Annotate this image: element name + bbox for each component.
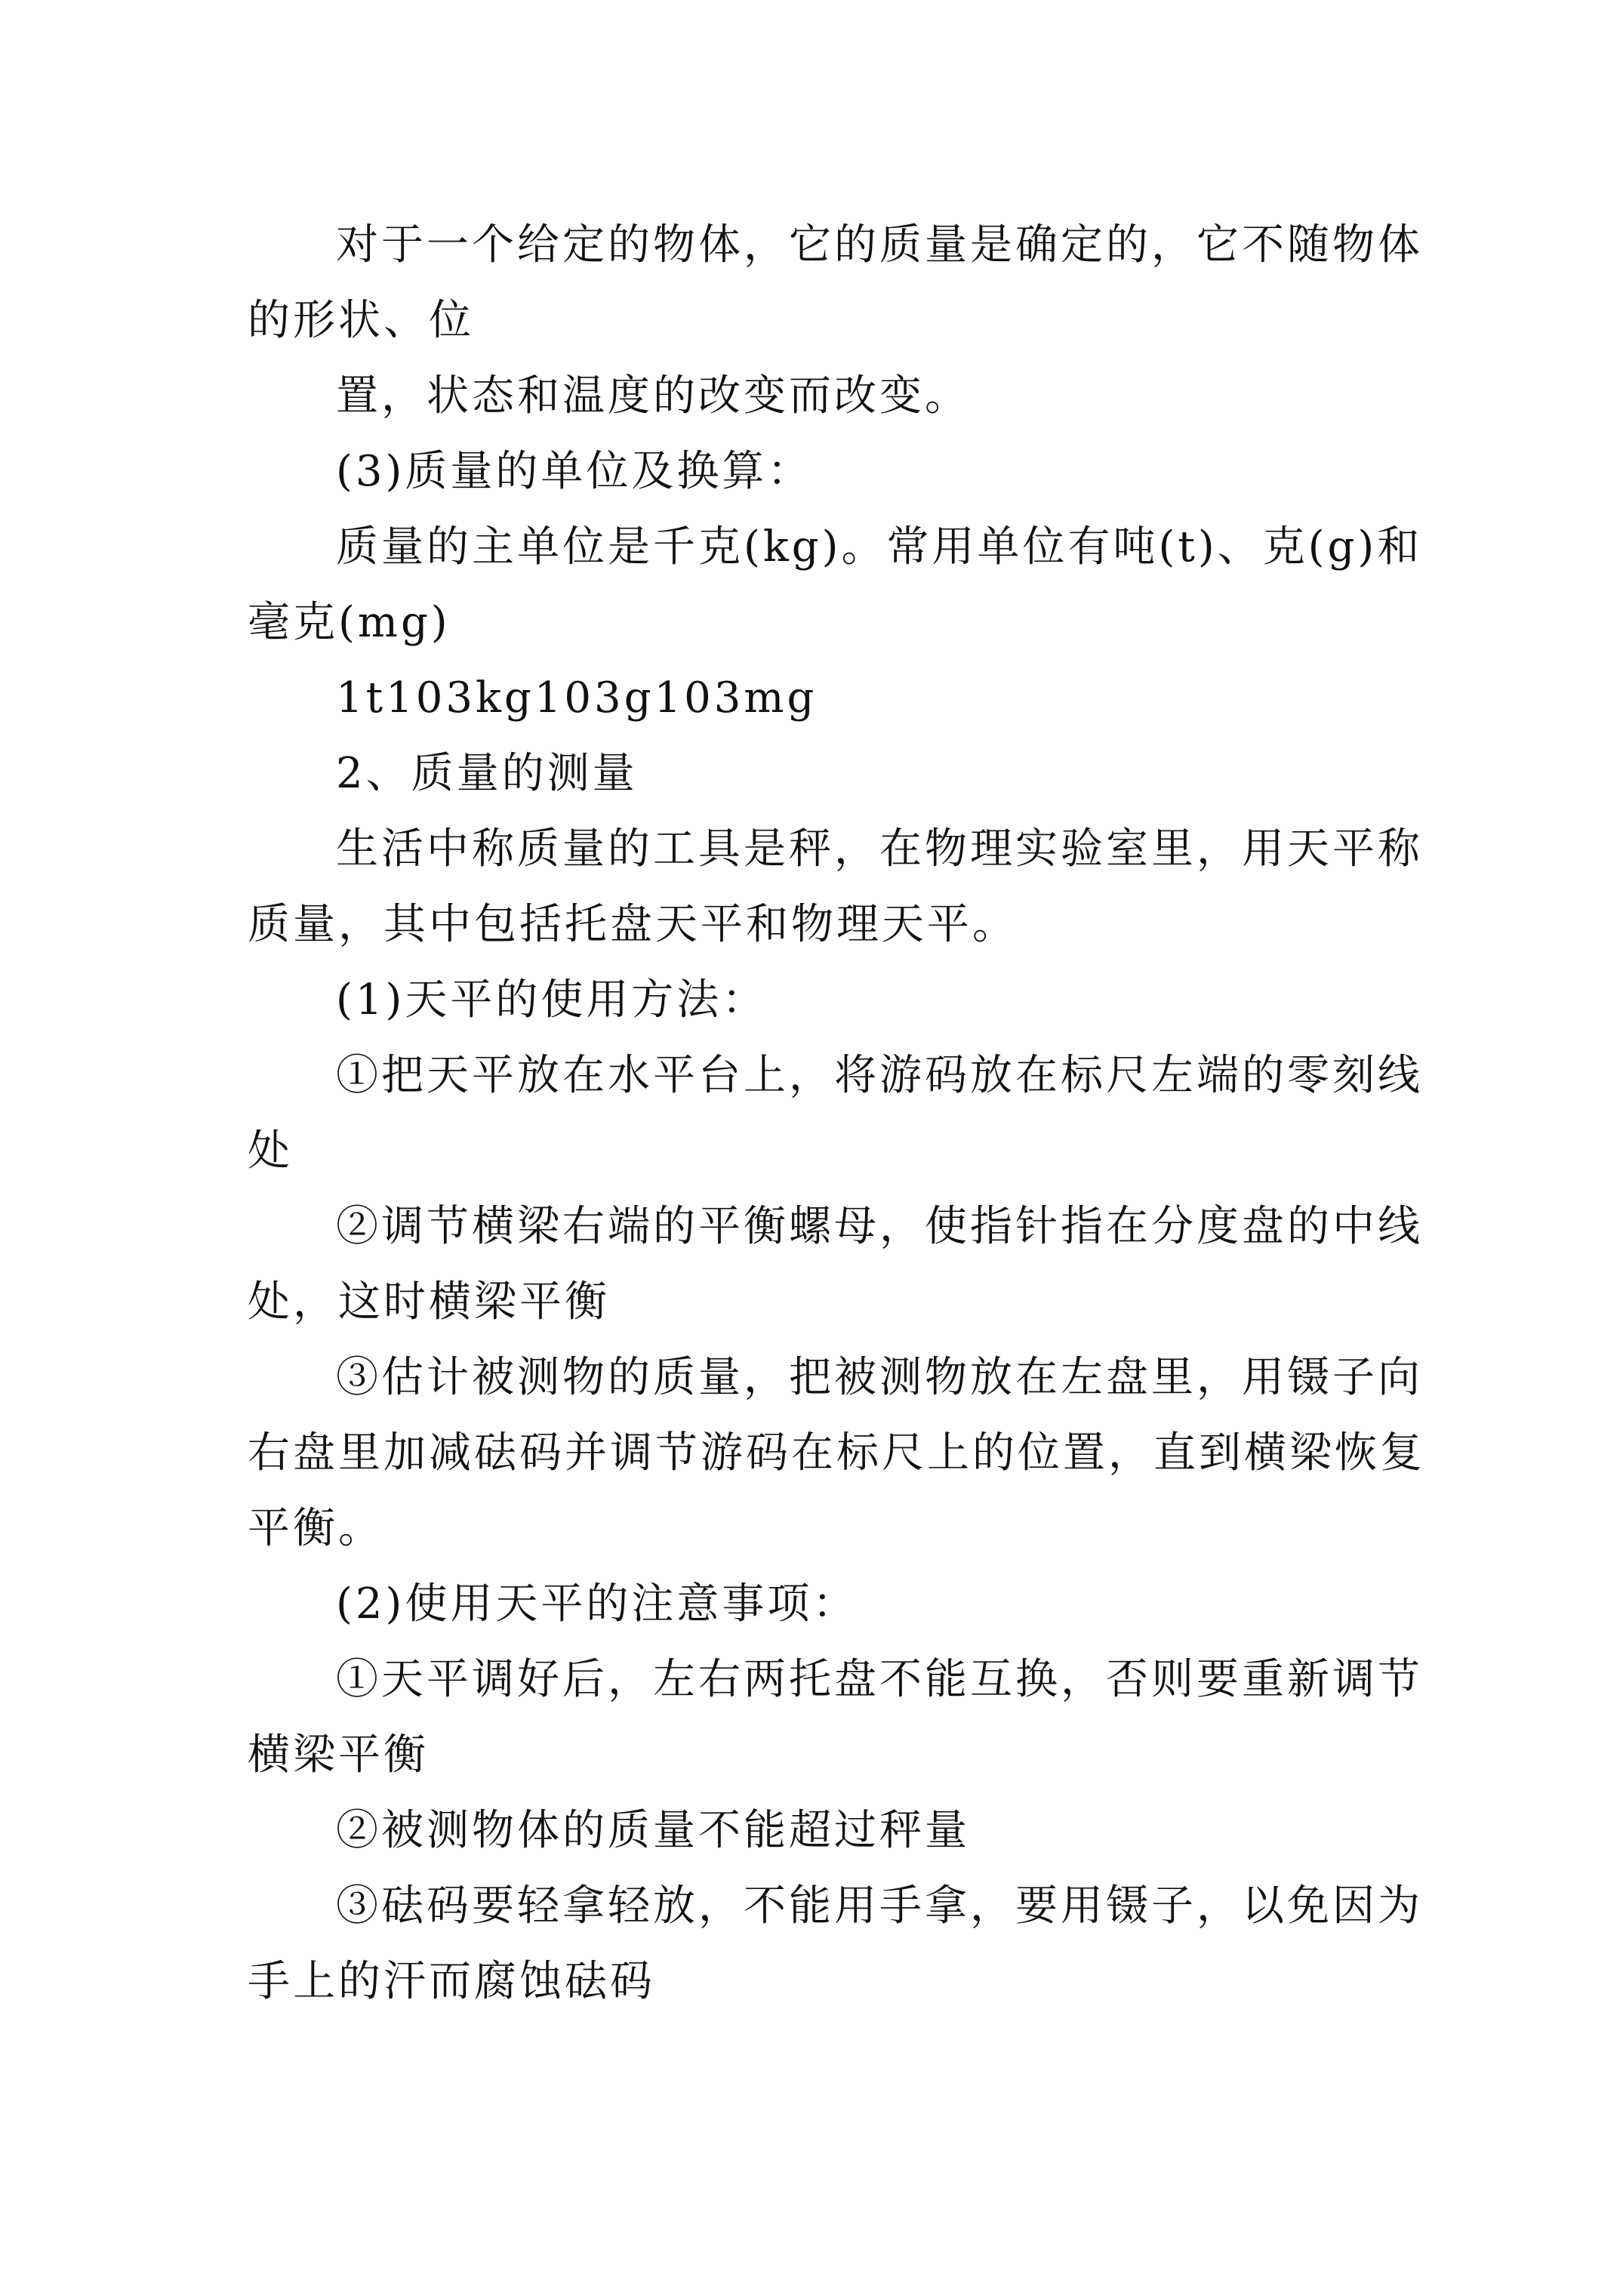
text-line: ②被测物体的质量不能超过秤量	[336, 1806, 970, 1855]
text-line: 处	[248, 1126, 293, 1176]
text-line: ③砝码要轻拿轻放，不能用手拿，要用镊子，以免因为	[336, 1881, 1423, 1931]
text-line: (2)使用天平的注意事项：	[336, 1579, 858, 1629]
text-line: 处，这时横梁平衡	[248, 1277, 610, 1327]
text-line: (1)天平的使用方法：	[336, 975, 768, 1025]
text-line: 生活中称质量的工具是秤，在物理实验室里，用天平称	[336, 824, 1423, 874]
text-line: 质量的主单位是千克(kg)。常用单位有吨(t)、克(g)和	[336, 522, 1423, 572]
text-line: ①天平调好后，左右两托盘不能互换，否则要重新调节	[336, 1655, 1423, 1704]
text-line: 1t103kg103g103mg	[336, 673, 818, 723]
text-line: ③估计被测物的质量，把被测物放在左盘里，用镊子向	[336, 1353, 1423, 1402]
text-line: 手上的汗而腐蚀砝码	[248, 1957, 655, 2006]
text-line: 质量，其中包括托盘天平和物理天平。	[248, 900, 1018, 949]
text-line: 置，状态和温度的改变而改变。	[336, 371, 970, 421]
text-line: ②调节横梁右端的平衡螺母，使指针指在分度盘的中线	[336, 1202, 1423, 1251]
text-line: (3)质量的单位及换算：	[336, 447, 813, 496]
text-line: 横梁平衡	[248, 1730, 429, 1780]
text-line: 毫克(mg)	[248, 598, 451, 647]
text-line: 右盘里加减砝码并调节游码在标尺上的位置，直到横梁恢复	[248, 1428, 1425, 1478]
text-line: 2、质量的测量	[336, 749, 638, 798]
text-line: 的形状、位	[248, 296, 474, 345]
text-line: 对于一个给定的物体，它的质量是确定的，它不随物体	[336, 220, 1423, 270]
text-line: 平衡。	[248, 1504, 383, 1553]
text-line: ①把天平放在水平台上，将游码放在标尺左端的零刻线	[336, 1051, 1423, 1100]
